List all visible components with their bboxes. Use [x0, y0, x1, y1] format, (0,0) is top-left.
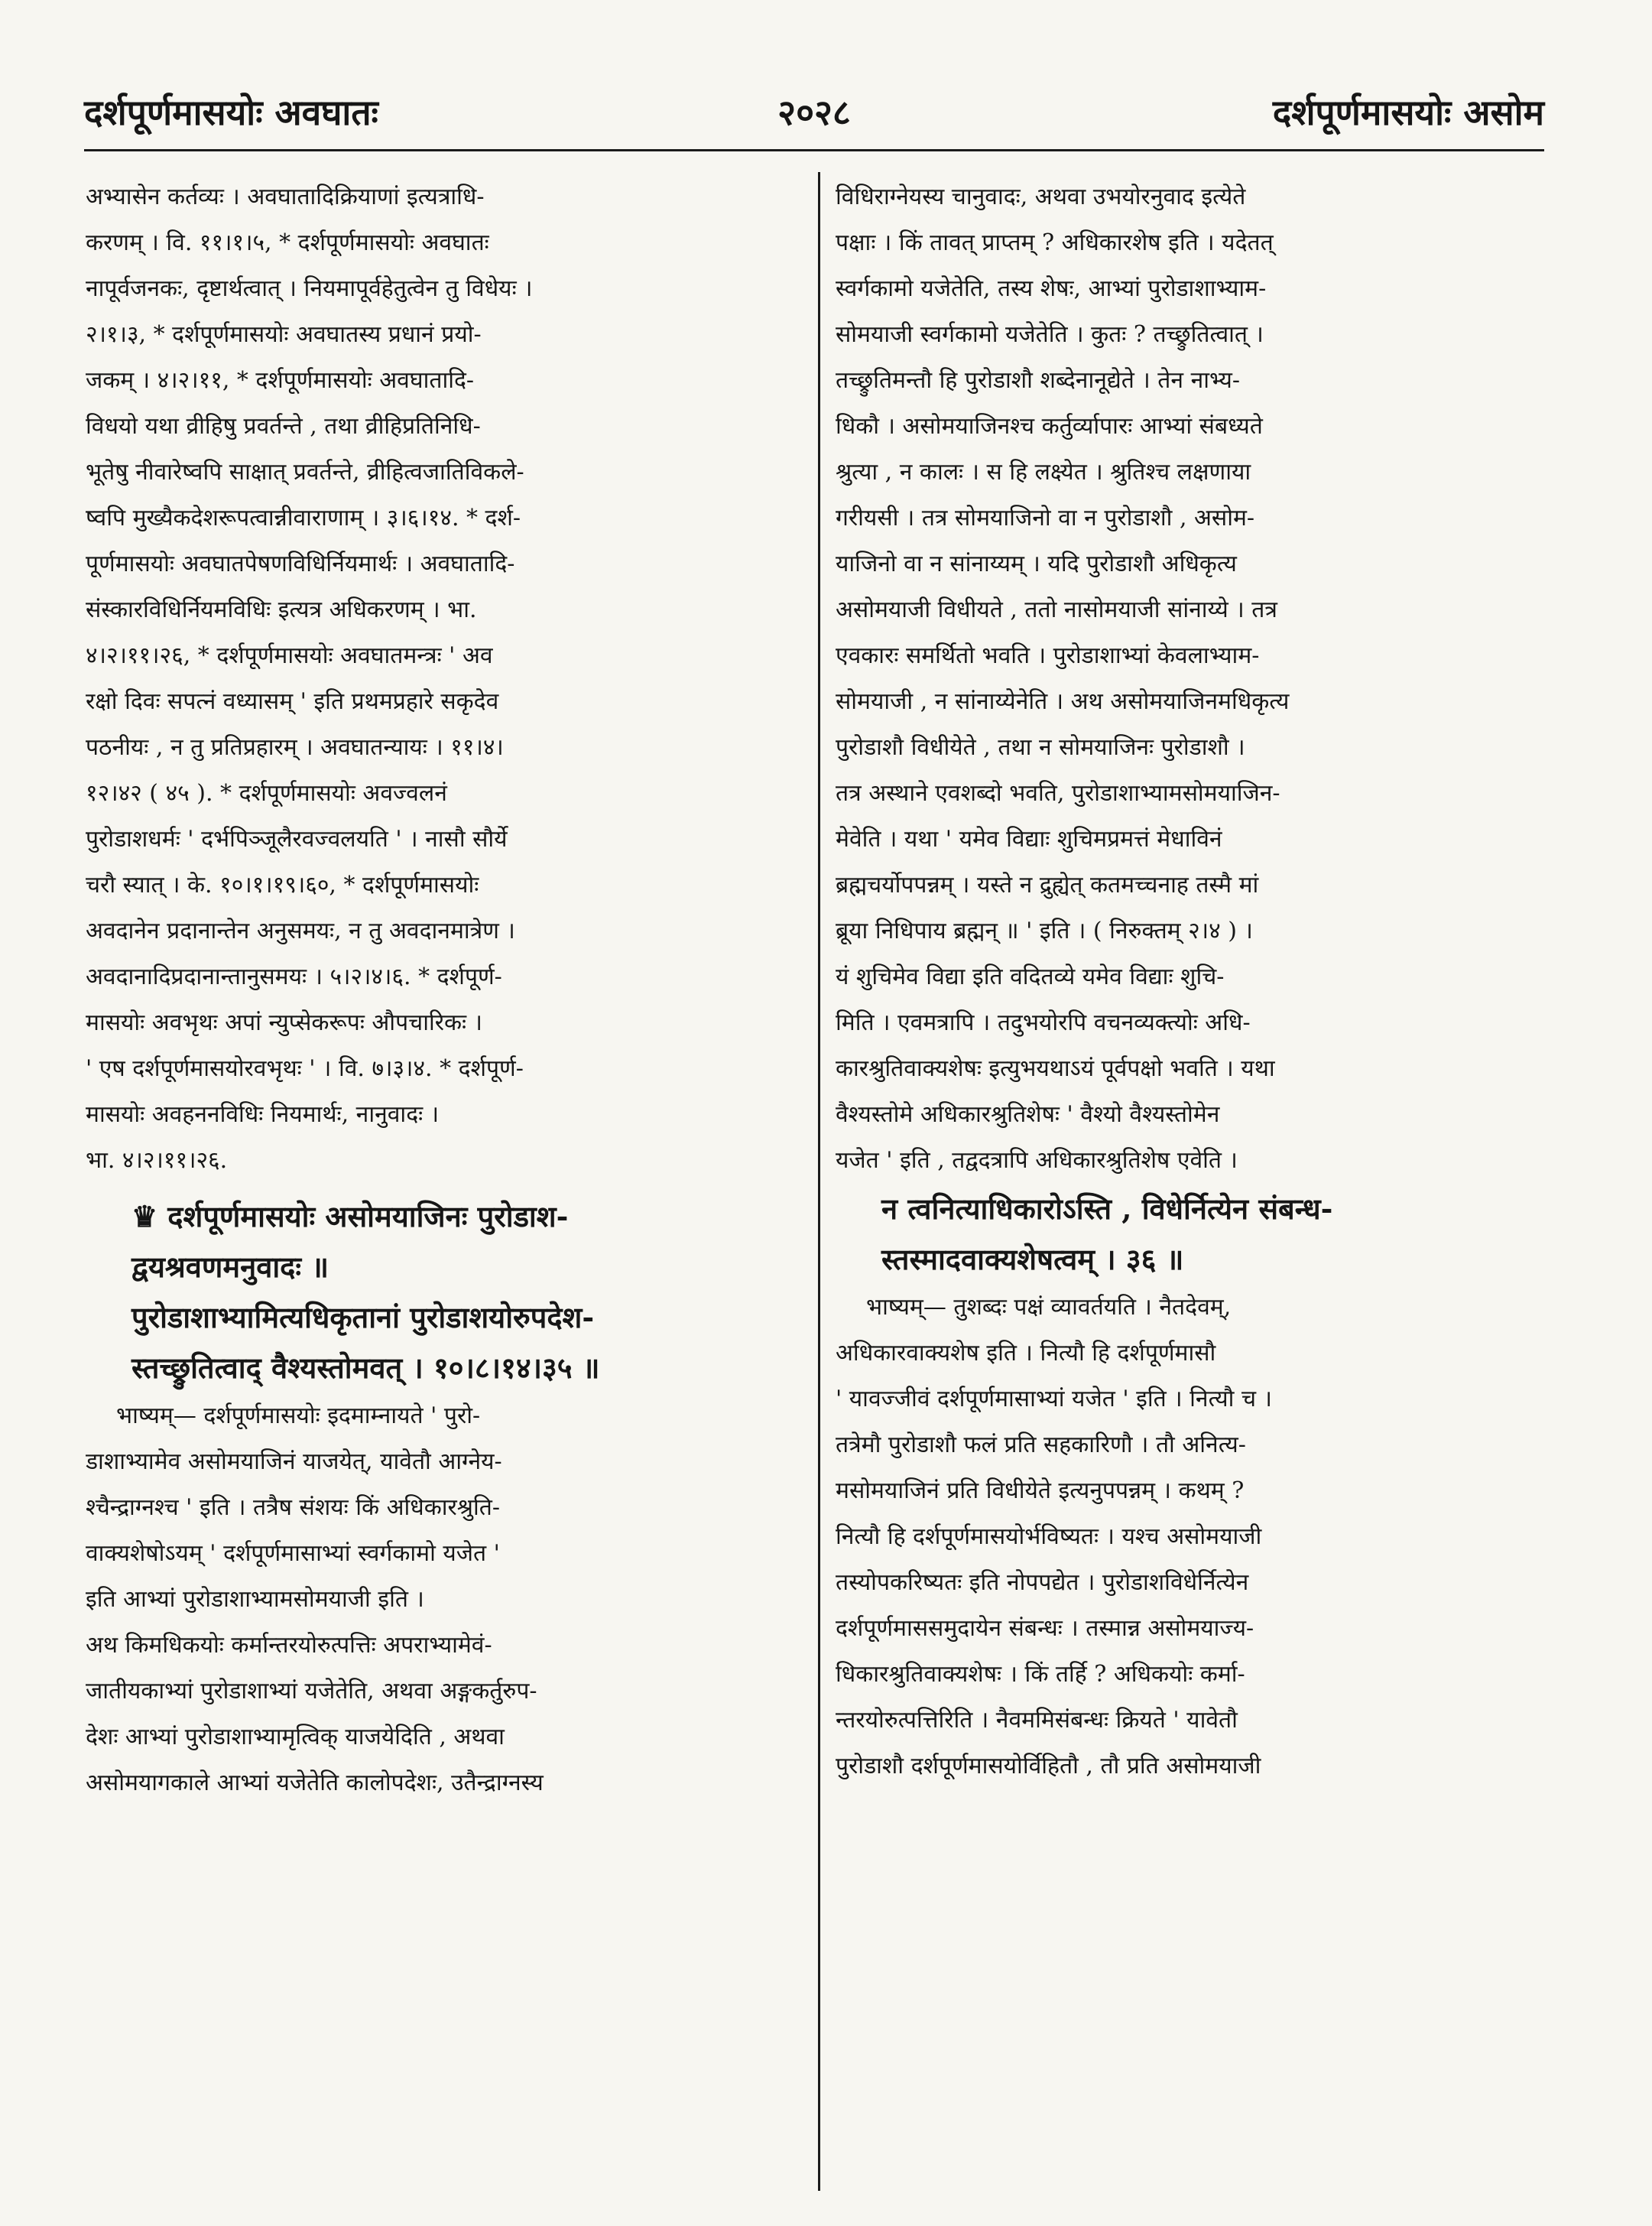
text-line: विधिराग्नेयस्य चानुवादः, अथवा उभयोरनुवाद इत्येते — [836, 184, 1246, 210]
text-line: कारश्रुतिवाक्यशेषः इत्युभयथाऽयं पूर्वपक्षो भवति । यथा — [836, 1055, 1275, 1082]
text-line: देशः आभ्यां पुरोडाशाभ्यामृत्विक् याजयेदिति , अथवा — [86, 1724, 505, 1750]
text-line: अथ किमधिकयोः कर्मान्तरयोरुत्पत्तिः अपराभ्यामेवं- — [86, 1632, 492, 1659]
text-line: नापूर्वजनकः, दृष्टार्थत्वात् । नियमापूर्वहेतुत्वेन तु विधेयः । — [86, 275, 533, 302]
text-line: अधिकारवाक्यशेष इति । नित्यौ हि दर्शपूर्णमासौ — [836, 1340, 1216, 1366]
text-line: तत्र अस्थाने एवशब्दो भवति, पुरोडाशाभ्यामसोमयाजिन- — [836, 780, 1280, 807]
text-line: इति आभ्यां पुरोडाशाभ्यामसोमयाजी इति । — [86, 1586, 424, 1613]
text-line: एवकारः समर्थितो भवति । पुरोडाशाभ्यां केवलाभ्याम- — [836, 642, 1260, 669]
text-line: डाशाभ्यामेव असोमयाजिनं याजयेत्, यावेतौ आग्नेय- — [86, 1448, 502, 1475]
running-header — [84, 86, 1544, 139]
heading-line: ♛ दर्शपूर्णमासयोः असोमयाजिनः पुरोडाश- — [131, 1199, 569, 1233]
text-line: वाक्यशेषोऽयम् ' दर्शपूर्णमासाभ्यां स्वर्गकामो यजेत ' — [86, 1540, 500, 1567]
text-line: धिकारश्रुतिवाक्यशेषः । किं तर्हि ? अधिकयोः कर्मा- — [836, 1661, 1245, 1688]
text-line: भूतेषु नीवारेष्वपि साक्षात् प्रवर्तन्ते, व्रीहित्वजातिविकले- — [86, 459, 524, 486]
text-line: संस्कारविधिर्नियमविधिः इत्यत्र अधिकरणम् । भा. — [86, 596, 477, 623]
text-line: मिति । एवमत्रापि । तदुभयोरपि वचनव्यक्त्योः अधि- — [836, 1009, 1251, 1036]
text-line: सोमयाजी , न सांनाय्येनेति । अथ असोमयाजिनमधिकृत्य — [836, 688, 1290, 715]
heading-line: द्वयश्रवणमनुवादः ॥ — [131, 1249, 329, 1284]
text-line: चरौ स्यात् । के. १०।१।१९।६०, * दर्शपूर्णमासयोः — [86, 872, 479, 899]
text-line: अवदानेन प्रदानान्तेन अनुसमयः, न तु अवदानमात्रेण । — [86, 918, 515, 944]
right-heading — [836, 1184, 1547, 1285]
text-line: ब्रूया निधिपाय ब्रह्मन् ॥ ' इति । ( निरुक्तम् २।४ ) । — [836, 918, 1253, 944]
text-line: करणम् । वि. ११।१।५, * दर्शपूर्णमासयोः अवघातः — [86, 229, 489, 256]
text-line: सोमयाजी स्वर्गकामो यजेतेति । कुतः ? तच्छ्रुतित्वात् । — [836, 321, 1264, 348]
text-line: ' यावज्जीवं दर्शपूर्णमासाभ्यां यजेत ' इति । नित्यौ च । — [836, 1386, 1272, 1412]
text-line: ष्वपि मुख्यैकदेशरूपत्वान्नीवाराणाम् । ३।६।१४. * दर्श- — [86, 505, 521, 531]
text-line: भा. ४।२।११।२६. — [86, 1147, 228, 1174]
text-line: श्चैन्द्राग्नश्च ' इति । तत्रैष संशयः किं अधिकारश्रुति- — [86, 1494, 501, 1521]
heading-line: स्तच्छ्रुतित्वाद् वैश्यस्तोमवत् । १०।८।१४।३५ ॥ — [131, 1350, 600, 1385]
column-divider — [818, 172, 820, 2191]
right-bhashya — [836, 1285, 1547, 1789]
heading-line: स्तस्मादवाक्यशेषत्वम् । ३६ ॥ — [881, 1242, 1184, 1276]
left-column — [86, 174, 797, 2163]
page-number: २०२८ — [777, 92, 851, 133]
text-line: असोमयाजी विधीयते , ततो नासोमयाजी सांनाय्ये । तत्र — [836, 596, 1277, 623]
text-line: भाष्यम्— तुशब्दः पक्षं व्यावर्तयति । नैतदेवम्, — [866, 1294, 1232, 1321]
left-heading-2 — [86, 1292, 797, 1393]
text-line: ब्रह्मचर्योपपन्नम् । यस्ते न द्रुह्येत् कतमच्चनाह तस्मै मां — [836, 872, 1259, 899]
left-bhashya — [86, 1393, 797, 1806]
text-line: यजेत ' इति , तद्वदत्रापि अधिकारश्रुतिशेष एवेति । — [836, 1147, 1238, 1174]
text-line: याजिनो वा न सांनाय्यम् । यदि पुरोडाशौ अधिकृत्य — [836, 551, 1237, 577]
text-line: भाष्यम्— दर्शपूर्णमासयोः इदमाम्नायते ' पुरो- — [116, 1402, 481, 1429]
text-line: पठनीयः , न तु प्रतिप्रहारम् । अवघातन्यायः । ११।४। — [86, 734, 504, 761]
left-column-text — [86, 174, 797, 1184]
heading-line: पुरोडाशाभ्यामित्यधिकृतानां पुरोडाशयोरुपदेश- — [131, 1300, 595, 1334]
text-line: मेवेति । यथा ' यमेव विद्याः शुचिमप्रमत्तं मेधाविनं — [836, 826, 1222, 853]
left-heading-1 — [86, 1191, 797, 1292]
text-line: १२।४२ ( ४५ ). * दर्शपूर्णमासयोः अवज्वलनं — [86, 780, 447, 807]
text-line: मासयोः अवभृथः अपां न्युप्सेकरूपः औपचारिकः । — [86, 1009, 483, 1036]
text-line: विधयो यथा व्रीहिषु प्रवर्तन्ते , तथा व्रीहिप्रतिनिधि- — [86, 413, 481, 440]
right-column-text — [836, 174, 1547, 1184]
text-line: जकम् । ४।२।११, * दर्शपूर्णमासयोः अवघातादि- — [86, 367, 475, 394]
text-line: स्वर्गकामो यजेतेति, तस्य शेषः, आभ्यां पुरोडाशाभ्याम- — [836, 275, 1267, 302]
text-line: तस्योपकरिष्यतः इति नोपपद्येत । पुरोडाशविधेर्नित्येन — [836, 1569, 1249, 1596]
text-line: मसोमयाजिनं प्रति विधीयेते इत्यनुपपन्नम् । कथम् ? — [836, 1477, 1245, 1504]
text-line: तच्छ्रुतिमन्तौ हि पुरोडाशौ शब्देनानूद्येते । तेन नाभ्य- — [836, 367, 1241, 394]
text-line: जातीयकाभ्यां पुरोडाशाभ्यां यजेतेति, अथवा अङ्गकर्तुरुप- — [86, 1678, 537, 1704]
text-line: पुरोडाशौ विधीयेते , तथा न सोमयाजिनः पुरोडाशौ । — [836, 734, 1245, 761]
text-line: वैश्यस्तोमे अधिकारश्रुतिशेषः ' वैश्यो वैश्यस्तोमेन — [836, 1101, 1220, 1128]
header-right-title: दर्शपूर्णमासयोः असोम — [1272, 92, 1544, 133]
text-line: गरीयसी । तत्र सोमयाजिनो वा न पुरोडाशौ , असोम- — [836, 505, 1255, 531]
text-line: अवदानादिप्रदानान्तानुसमयः । ५।२।४।६. * दर्शपूर्ण- — [86, 964, 502, 990]
text-line: दर्शपूर्णमाससमुदायेन संबन्धः । तस्मान्न असोमयाज्य- — [836, 1615, 1254, 1642]
text-line: यं शुचिमेव विद्या इति वदितव्ये यमेव विद्याः शुचि- — [836, 964, 1225, 990]
text-line: पुरोडाशधर्मः ' दर्भपिञ्जूलैरवज्वलयति ' । नासौ सौर्ये — [86, 826, 508, 853]
text-line: नित्यौ हि दर्शपूर्णमासयोर्भविष्यतः । यश्च असोमयाजी — [836, 1523, 1262, 1550]
text-line: धिकौ । असोमयाजिनश्च कर्तुर्व्यापारः आभ्यां संबध्यते — [836, 413, 1263, 440]
text-line: २।१।३, * दर्शपूर्णमासयोः अवघातस्य प्रधानं प्रयो- — [86, 321, 482, 348]
text-line: न्तरयोरुत्पत्तिरिति । नैवममिसंबन्धः क्रियते ' यावेतौ — [836, 1707, 1238, 1734]
text-line: पूर्णमासयोः अवघातपेषणविधिर्नियमार्थः । अवघातादि- — [86, 551, 515, 577]
text-line: पक्षाः । किं तावत् प्राप्तम् ? अधिकारशेष इति । यदेतत् — [836, 229, 1274, 256]
text-line: अभ्यासेन कर्तव्यः । अवघातादिक्रियाणां इत्यत्राधि- — [86, 184, 485, 210]
text-line: ४।२।११।२६, * दर्शपूर्णमासयोः अवघातमन्त्रः ' अव — [86, 642, 493, 669]
right-column — [836, 174, 1547, 2163]
text-line: मासयोः अवहननविधिः नियमार्थः, नानुवादः । — [86, 1101, 440, 1128]
text-line: रक्षो दिवः सपत्नं वध्यासम् ' इति प्रथमप्रहारे सकृदेव — [86, 688, 499, 715]
text-line: पुरोडाशौ दर्शपूर्णमासयोर्विहितौ , तौ प्रति असोमयाजी — [836, 1753, 1261, 1779]
text-line: असोमयागकाले आभ्यां यजेतेति कालोपदेशः, उतैन्द्राग्नस्य — [86, 1769, 544, 1796]
text-line: श्रुत्या , न कालः । स हि लक्ष्येत । श्रुतिश्च लक्षणाया — [836, 459, 1251, 486]
text-line: ' एष दर्शपूर्णमासयोरवभृथः ' । वि. ७।३।४. * दर्शपूर्ण- — [86, 1055, 524, 1082]
heading-line: न त्वनित्याधिकारोऽस्ति , विधेर्नित्येन संबन्ध- — [881, 1191, 1333, 1226]
header-rule — [84, 149, 1544, 151]
header-left-title: दर्शपूर्णमासयोः अवघातः — [84, 92, 378, 133]
text-line: तत्रेमौ पुरोडाशौ फलं प्रति सहकारिणौ । तौ अनित्य- — [836, 1431, 1246, 1458]
